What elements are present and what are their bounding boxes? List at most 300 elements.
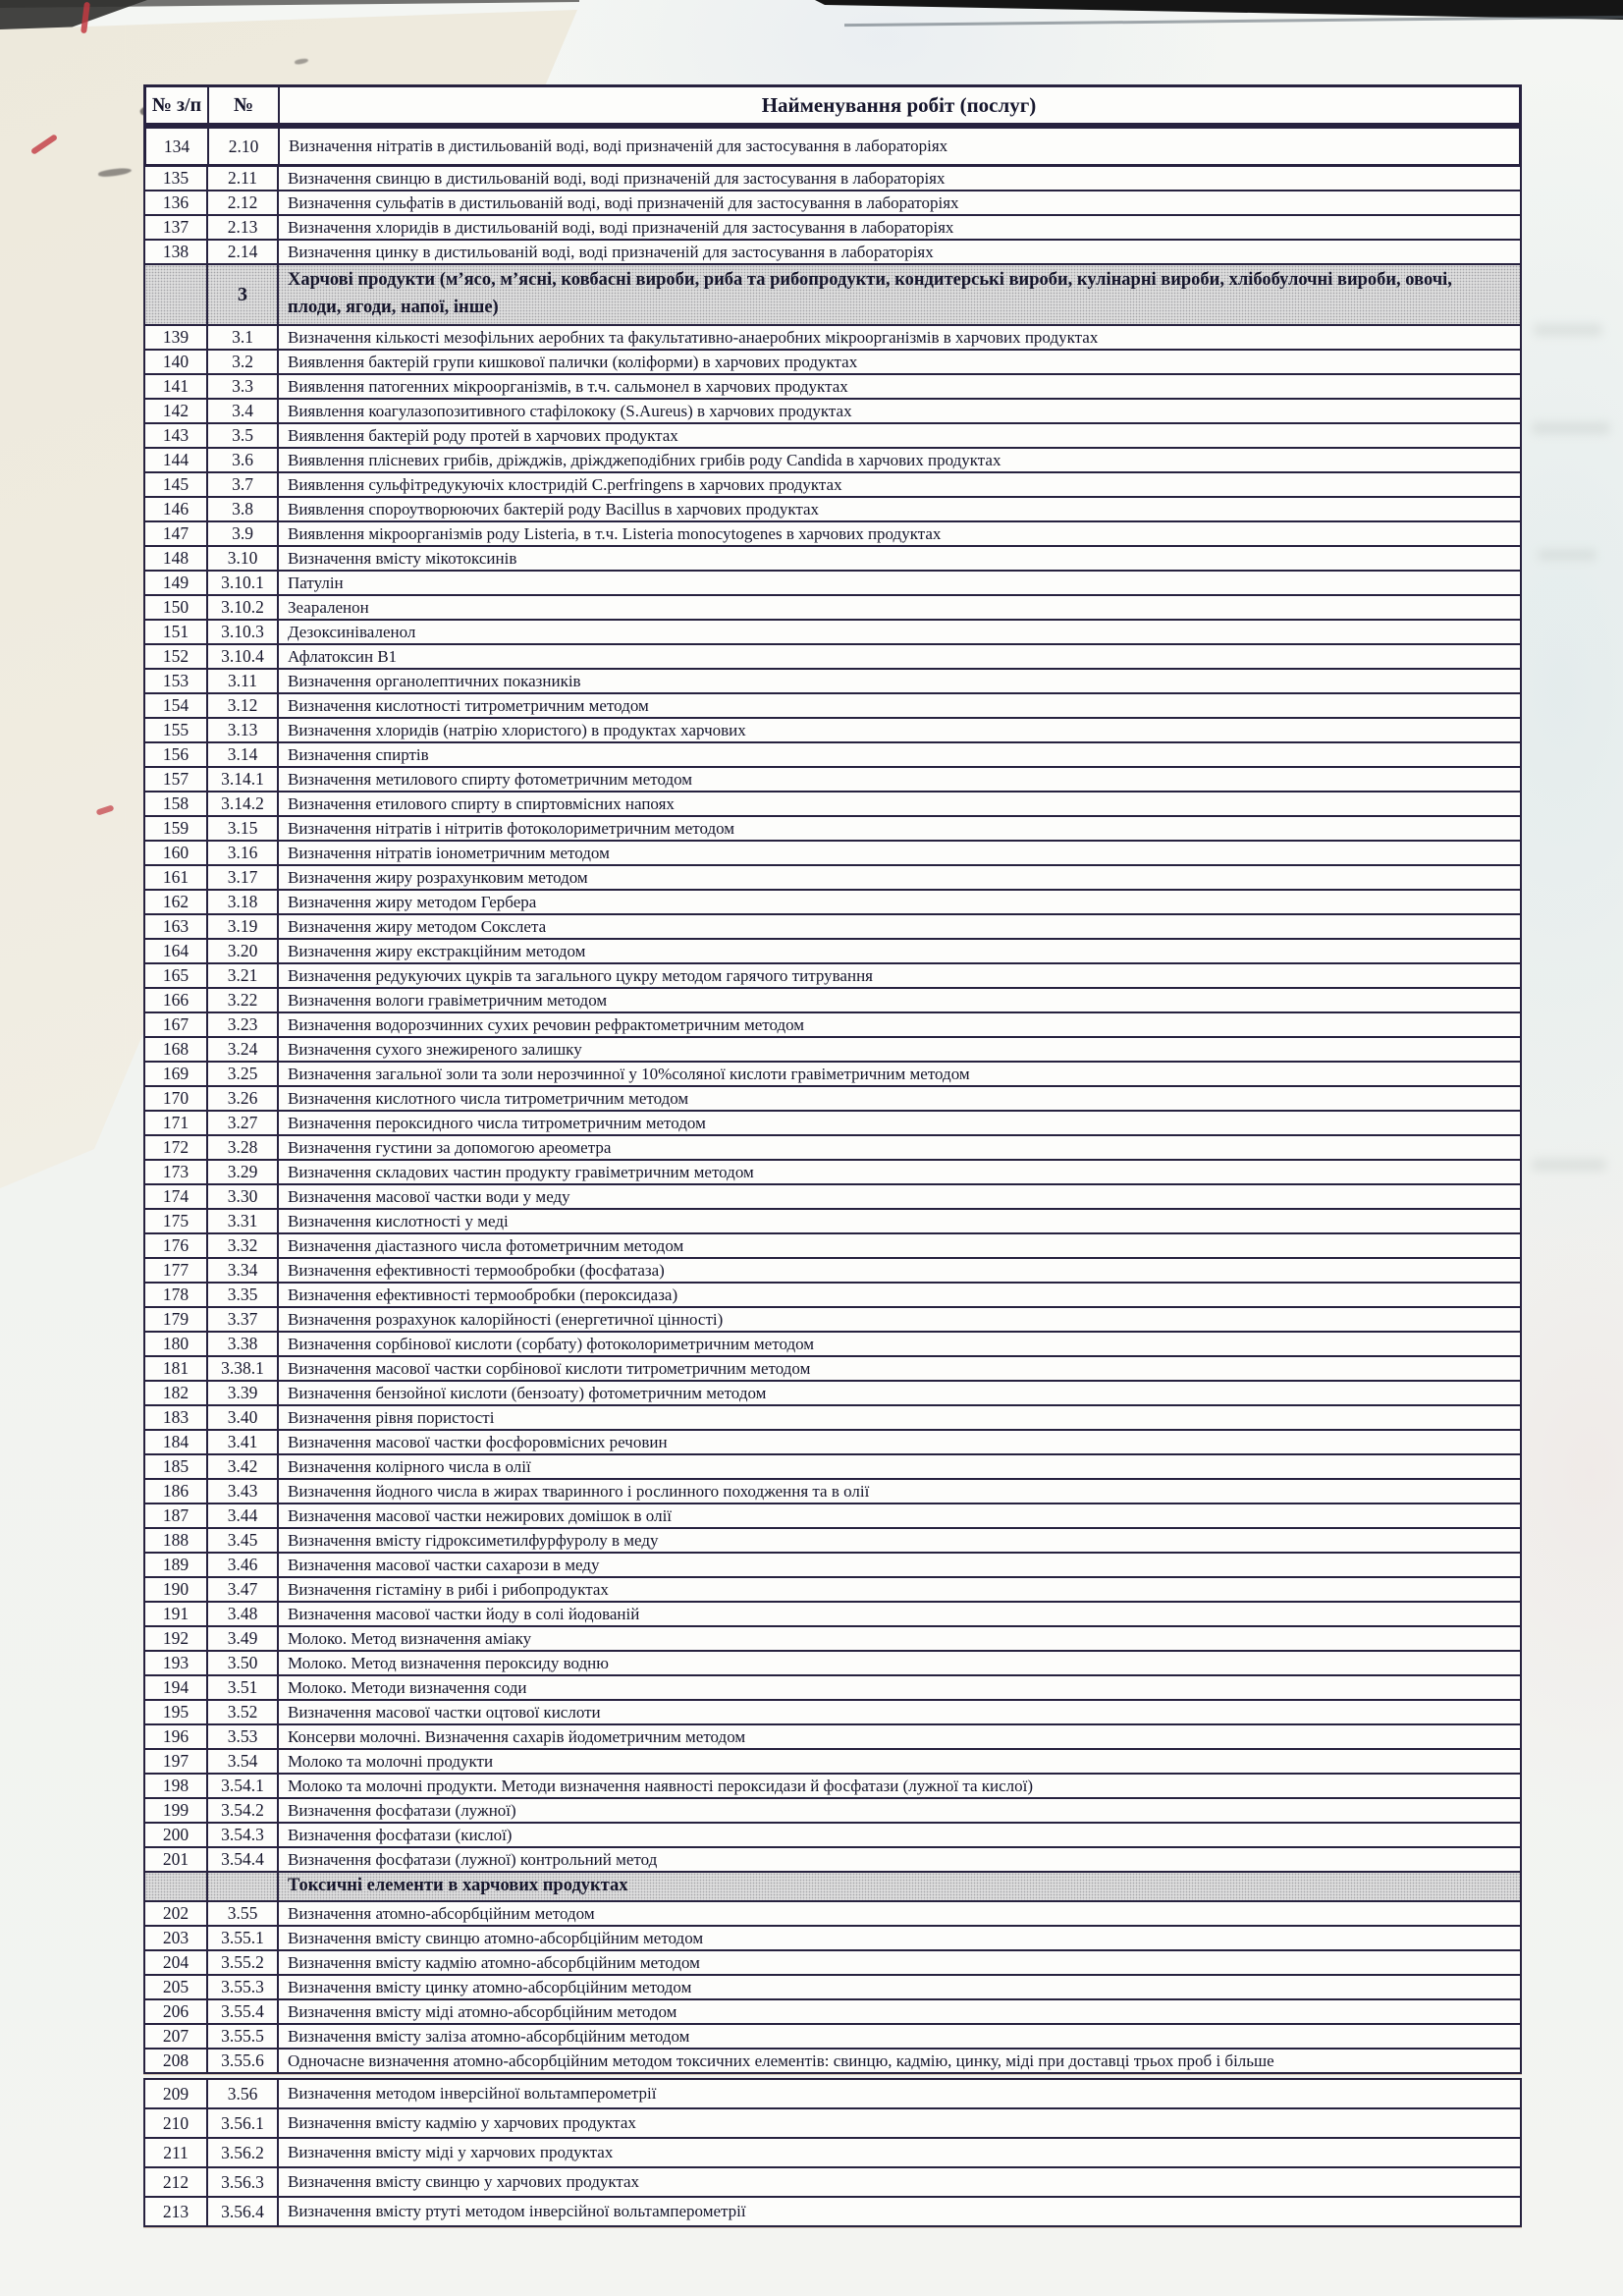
table-row: [143, 1183, 1522, 1210]
row-text: Молоко. Метод визначення аміаку: [288, 1628, 532, 1648]
row-text: Визначення пероксидного числа титрометричним методом: [288, 1113, 706, 1132]
table-row: [143, 1306, 1522, 1333]
row-code: 3.14.1: [208, 768, 279, 791]
row-number: 195: [145, 1701, 208, 1723]
table-row: [143, 1282, 1522, 1308]
row-code: 3.10.3: [208, 621, 279, 643]
row-code: 3.50: [208, 1652, 279, 1674]
row-text: Визначення масової частки оцтової кислоти: [288, 1702, 601, 1722]
row-code: 3.6: [208, 449, 279, 471]
row-text: Визначення хлоридів в дистильованій воді, воді призначеній для застосування в лабораторіях: [288, 217, 954, 237]
row-text: Визначення кількості мезофільних аеробних та факультативно-анаеробних мікроорганізмів в харчових продуктах: [288, 327, 1099, 347]
row-number: 164: [145, 940, 208, 962]
row-code: 3.12: [208, 694, 279, 717]
section-header-row: [143, 263, 1522, 326]
row-code: 3.55.1: [208, 1927, 279, 1949]
row-number: 167: [145, 1013, 208, 1036]
table-row: [143, 1900, 1522, 1927]
row-text: Визначення вмісту ртуті методом інверсійної вольтамперометрії: [288, 2202, 746, 2220]
row-text: Консерви молочні. Визначення сахарів йодометричним методом: [288, 1726, 746, 1746]
row-code: 3.52: [208, 1701, 279, 1723]
table-row: [143, 190, 1522, 216]
row-text: Визначення цинку в дистильованій воді, воді призначеній для застосування в лабораторіях: [288, 242, 934, 261]
row-code: 3.20: [208, 940, 279, 962]
row-text: Визначення нітратів в дистильованій воді, воді призначеній для застосування в лабораторіях: [289, 137, 948, 155]
table-row: [143, 594, 1522, 621]
row-code: 3.54.2: [208, 1799, 279, 1822]
row-number: [145, 265, 208, 324]
row-number: 182: [145, 1382, 208, 1404]
row-number: 186: [145, 1480, 208, 1503]
row-number: 158: [145, 793, 208, 815]
table-body: [143, 126, 1522, 2227]
row-code: 3.7: [208, 473, 279, 496]
row-code: 3.47: [208, 1578, 279, 1601]
table-row: [143, 1797, 1522, 1824]
table-row: [143, 692, 1522, 719]
row-code: 3.55.4: [208, 2000, 279, 2023]
row-text: Афлатоксин В1: [288, 646, 398, 666]
row-text: Визначення фосфатази (лужної): [288, 1800, 516, 1820]
table-row: [143, 1110, 1522, 1136]
row-code: [208, 1873, 279, 1900]
row-text: Харчові продукти (м’ясо, м’ясні, ковбасні вироби, риба та рибопродукти, кондитерські вироби, кулінарні вироби, хлібобулочні вироби, овочі, плоди, ягоди, напої, інше): [288, 270, 1452, 317]
row-code: 3.27: [208, 1112, 279, 1134]
table-row: [143, 766, 1522, 793]
row-text: Визначення вмісту свинцю атомно-абсорбційним методом: [288, 1928, 704, 1947]
row-number: 149: [145, 572, 208, 594]
table-row: [143, 1601, 1522, 1627]
row-number: 137: [145, 216, 208, 239]
row-text: Визначення рівня пористості: [288, 1407, 495, 1427]
row-number: 212: [145, 2168, 208, 2196]
row-text: Виявлення спороутворюючих бактерій роду Bacillus в харчових продуктах: [288, 499, 820, 519]
table-row: [143, 2137, 1522, 2168]
table-row: [143, 938, 1522, 964]
table-row: [143, 2196, 1522, 2227]
table-row: [143, 422, 1522, 449]
row-text: Визначення вмісту міді атомно-абсорбційним методом: [288, 2001, 677, 2021]
row-text: Визначення сухого знежиреного залишку: [288, 1039, 582, 1059]
row-text: Визначення масової частки йоду в солі йодованій: [288, 1604, 640, 1623]
row-number: 168: [145, 1038, 208, 1061]
row-number: 166: [145, 989, 208, 1011]
row-text: Виявлення патогенних мікроорганізмів, в т.ч. сальмонел в харчових продуктах: [288, 376, 848, 396]
table-row: [143, 668, 1522, 694]
row-code: 3.23: [208, 1013, 279, 1036]
row-text: Виявлення плісневих грибів, дріжджів, дріжджеподібних грибів роду Candida в харчових продуктах: [288, 450, 1001, 469]
row-text: Виявлення бактерій групи кишкової палички (коліформи) в харчових продуктах: [288, 352, 858, 371]
row-code: 3.5: [208, 424, 279, 447]
table-row: [143, 2166, 1522, 2198]
row-code: 3.48: [208, 1603, 279, 1625]
table-header-row: [143, 84, 1522, 126]
table-row: [143, 1625, 1522, 1652]
table-row: [143, 840, 1522, 866]
table-row: [143, 1925, 1522, 1951]
row-code: 3.55: [208, 1902, 279, 1925]
row-text: Визначення нітратів іонометричним методом: [288, 843, 610, 862]
row-text: Зеараленон: [288, 597, 369, 617]
row-code: 3.3: [208, 375, 279, 398]
row-text: Визначення фосфатази (лужної) контрольний метод: [288, 1849, 658, 1869]
table-row: [143, 717, 1522, 743]
row-text: Визначення редукуючих цукрів та загального цукру методом гарячого титрування: [288, 965, 873, 985]
table-row: [143, 447, 1522, 473]
row-text: Визначення гістаміну в рибі і рибопродуктах: [288, 1579, 609, 1599]
row-text: Визначення вмісту гідроксиметилфурфуролу в меду: [288, 1530, 659, 1550]
row-code: 3.45: [208, 1529, 279, 1552]
row-code: 3.35: [208, 1284, 279, 1306]
row-number: 198: [145, 1775, 208, 1797]
row-number: 163: [145, 915, 208, 938]
row-code: 3.17: [208, 866, 279, 889]
row-code: 3.10: [208, 547, 279, 570]
table-row: [143, 987, 1522, 1013]
table-row: [143, 1355, 1522, 1382]
table-row: [143, 1011, 1522, 1038]
row-text: Визначення загальної золи та золи нерозчинної у 10%соляної кислоти гравіметричним методом: [288, 1064, 970, 1083]
row-code: 3.19: [208, 915, 279, 938]
row-text: Визначення кислотного числа титрометричним методом: [288, 1088, 689, 1108]
row-text: Виявлення сульфітредукуючіх клостридій C.perfringens в харчових продуктах: [288, 474, 842, 494]
row-text: Молоко. Методи визначення соди: [288, 1677, 527, 1697]
row-text: Визначення спиртів: [288, 744, 429, 764]
row-number: 210: [145, 2109, 208, 2137]
row-text: Виявлення бактерій роду протей в харчових продуктах: [288, 425, 678, 445]
row-number: 175: [145, 1210, 208, 1232]
row-text: Молоко та молочні продукти. Методи визначення наявності пероксидази й фосфатази (лужної та кислої): [288, 1776, 1034, 1795]
row-text: Токсичні елементи в харчових продуктах: [288, 1876, 628, 1896]
table-row: [143, 1650, 1522, 1676]
row-text: Визначення вмісту мікотоксинів: [288, 548, 517, 568]
table-row: [143, 214, 1522, 241]
row-text: Визначення хлоридів (натрію хлористого) в продуктах харчових: [288, 720, 746, 739]
row-number: 148: [145, 547, 208, 570]
row-code: 3.56: [208, 2080, 279, 2107]
row-code: 3.28: [208, 1136, 279, 1159]
table-row: [143, 889, 1522, 915]
table-row: [143, 1257, 1522, 1284]
table-row: [143, 1822, 1522, 1848]
table-row: [143, 496, 1522, 522]
row-code: 2.12: [208, 191, 279, 214]
row-text: Патулін: [288, 573, 344, 592]
row-number: 165: [145, 964, 208, 987]
row-number: 178: [145, 1284, 208, 1306]
row-code: 3.29: [208, 1161, 279, 1183]
row-code: 3.9: [208, 522, 279, 545]
row-code: 3.55.2: [208, 1951, 279, 1974]
table-row: [143, 1846, 1522, 1873]
row-number: 200: [145, 1824, 208, 1846]
row-code: 2.13: [208, 216, 279, 239]
row-number: 150: [145, 596, 208, 619]
row-code: 3.56.1: [208, 2109, 279, 2137]
row-text: Визначення вологи гравіметричним методом: [288, 990, 608, 1010]
row-code: 3.15: [208, 817, 279, 840]
table-row: [143, 815, 1522, 842]
row-number: 144: [145, 449, 208, 471]
table-row: [143, 1974, 1522, 2000]
table-row: [143, 1949, 1522, 1976]
table-row: [143, 1380, 1522, 1406]
row-code: 3.41: [208, 1431, 279, 1453]
table-row: [143, 864, 1522, 891]
row-code: 3.14: [208, 743, 279, 766]
row-text: Визначення діастазного числа фотометричним методом: [288, 1235, 684, 1255]
row-text: Визначення густини за допомогою ареометра: [288, 1137, 612, 1157]
row-number: 181: [145, 1357, 208, 1380]
row-code: 3.21: [208, 964, 279, 987]
row-number: 134: [146, 129, 209, 164]
row-number: 155: [145, 719, 208, 741]
row-code: 3: [208, 265, 279, 324]
row-number: 197: [145, 1750, 208, 1773]
row-text: Визначення масової частки фосфоровмісних речовин: [288, 1432, 668, 1451]
row-number: 201: [145, 1848, 208, 1871]
row-text: Визначення вмісту цинку атомно-абсорбційним методом: [288, 1977, 692, 1996]
row-number: 213: [145, 2198, 208, 2225]
row-code: 3.34: [208, 1259, 279, 1282]
row-number: 169: [145, 1063, 208, 1085]
row-text: Визначення масової частки нежирових домішок в олії: [288, 1505, 673, 1525]
table-row: [143, 643, 1522, 670]
row-code: 3.32: [208, 1234, 279, 1257]
row-text: Визначення ефективності термообробки (фосфатаза): [288, 1260, 665, 1280]
table-row: [143, 324, 1522, 351]
row-code: 3.46: [208, 1554, 279, 1576]
row-number: 154: [145, 694, 208, 717]
row-text: Визначення вмісту кадмію у харчових продуктах: [288, 2113, 636, 2132]
row-code: 3.39: [208, 1382, 279, 1404]
scanner-edge-line: [844, 16, 1623, 27]
row-code: 3.53: [208, 1725, 279, 1748]
row-number: 170: [145, 1087, 208, 1110]
row-number: 211: [145, 2139, 208, 2166]
table-row: [143, 1723, 1522, 1750]
row-number: 179: [145, 1308, 208, 1331]
table-row: [143, 520, 1522, 547]
row-text: Виявлення коагулазопозитивного стафілококу (S.Aureus) в харчових продуктах: [288, 401, 852, 420]
row-code: 3.31: [208, 1210, 279, 1232]
row-code: 3.54: [208, 1750, 279, 1773]
row-code: 3.54.3: [208, 1824, 279, 1846]
row-code: 3.2: [208, 351, 279, 373]
services-table: [143, 84, 1522, 2227]
row-text: Молоко та молочні продукти: [288, 1751, 494, 1771]
table-row: [143, 1674, 1522, 1701]
row-text: Визначення сорбінової кислоти (сорбату) фотоколориметричним методом: [288, 1334, 815, 1353]
row-text: Одночасне визначення атомно-абсорбційним методом токсичних елементів: свинцю, кадмію, цинку, міді при доставці трьох проб і більше: [288, 2050, 1274, 2070]
row-number: 135: [145, 167, 208, 190]
row-code: 3.24: [208, 1038, 279, 1061]
table-row: [143, 1232, 1522, 1259]
row-number: 190: [145, 1578, 208, 1601]
row-text: Визначення фосфатази (кислої): [288, 1825, 513, 1844]
row-number: 191: [145, 1603, 208, 1625]
row-code: 3.4: [208, 400, 279, 422]
table-row: [143, 1134, 1522, 1161]
row-number: 139: [145, 326, 208, 349]
row-code: 3.43: [208, 1480, 279, 1503]
row-text: Визначення йодного числа в жирах тваринного і рослинного походження та в олії: [288, 1481, 870, 1501]
row-text: Визначення ефективності термообробки (пероксидаза): [288, 1285, 678, 1304]
row-number: 174: [145, 1185, 208, 1208]
row-code: 3.38.1: [208, 1357, 279, 1380]
row-text: Визначення жиру розрахунковим методом: [288, 867, 588, 887]
row-text: Визначення вмісту свинцю у харчових продуктах: [288, 2172, 640, 2191]
row-code: 3.10.1: [208, 572, 279, 594]
row-number: 183: [145, 1406, 208, 1429]
row-text: Визначення свинцю в дистильованій воді, воді призначеній для застосування в лабораторіях: [288, 168, 946, 188]
row-number: 207: [145, 2025, 208, 2048]
row-text: Визначення кислотності у меді: [288, 1211, 509, 1230]
row-number: 159: [145, 817, 208, 840]
row-code: 3.16: [208, 842, 279, 864]
row-number: 208: [145, 2050, 208, 2072]
row-number: 196: [145, 1725, 208, 1748]
row-code: 2.11: [208, 167, 279, 190]
table-row: [143, 1085, 1522, 1112]
table-row: [143, 1404, 1522, 1431]
table-row: [143, 1478, 1522, 1504]
header-num-order: № з/п: [146, 87, 209, 123]
row-number: 185: [145, 1455, 208, 1478]
row-text: Визначення бензойної кислоти (бензоату) фотометричним методом: [288, 1383, 767, 1402]
row-number: 202: [145, 1902, 208, 1925]
row-code: 3.38: [208, 1333, 279, 1355]
table-row: [143, 1036, 1522, 1063]
row-number: 147: [145, 522, 208, 545]
row-code: 3.42: [208, 1455, 279, 1478]
bleed-through-ghost: [1532, 422, 1610, 434]
row-code: 3.14.2: [208, 793, 279, 815]
table-row: [143, 913, 1522, 940]
header-num: №: [209, 87, 280, 123]
row-number: 152: [145, 645, 208, 668]
table-row: [143, 545, 1522, 572]
row-text: Визначення вмісту міді у харчових продуктах: [288, 2143, 614, 2161]
row-code: 3.44: [208, 1504, 279, 1527]
table-row: [143, 126, 1522, 167]
row-number: 162: [145, 891, 208, 913]
row-text: Визначення методом інверсійної вольтамперометрії: [288, 2084, 657, 2103]
row-code: 3.1: [208, 326, 279, 349]
table-row: [143, 1331, 1522, 1357]
row-code: 3.30: [208, 1185, 279, 1208]
row-text: Визначення метилового спирту фотометричним методом: [288, 769, 693, 789]
bleed-through-ghost: [1538, 550, 1596, 560]
row-text: Визначення органолептичних показників: [288, 671, 581, 690]
row-number: 145: [145, 473, 208, 496]
row-number: 192: [145, 1627, 208, 1650]
table-row: [143, 1503, 1522, 1529]
row-text: Визначення колірного числа в олії: [288, 1456, 531, 1476]
table-row: [143, 239, 1522, 265]
table-row: [143, 1576, 1522, 1603]
row-number: 203: [145, 1927, 208, 1949]
row-number: 204: [145, 1951, 208, 1974]
row-text: Визначення вмісту заліза атомно-абсорбційним методом: [288, 2026, 690, 2046]
row-code: 3.40: [208, 1406, 279, 1429]
row-code: 3.54.1: [208, 1775, 279, 1797]
row-code: 3.56.4: [208, 2198, 279, 2225]
table-row: [143, 791, 1522, 817]
row-code: 3.10.2: [208, 596, 279, 619]
table-row: [143, 1061, 1522, 1087]
row-text: Визначення складових частин продукту гравіметричним методом: [288, 1162, 754, 1181]
row-number: 206: [145, 2000, 208, 2023]
row-text: Визначення нітратів і нітритів фотоколориметричним методом: [288, 818, 735, 838]
table-row: [143, 349, 1522, 375]
row-text: Визначення жиру методом Сокслета: [288, 916, 547, 936]
row-code: 3.56.3: [208, 2168, 279, 2196]
row-text: Визначення водорозчинних сухих речовин рефрактометричним методом: [288, 1014, 805, 1034]
row-number: 189: [145, 1554, 208, 1576]
row-text: Визначення масової частки сахарози в меду: [288, 1555, 600, 1574]
row-text: Визначення жиру методом Гербера: [288, 892, 537, 911]
row-number: 199: [145, 1799, 208, 1822]
row-text: Визначення атомно-абсорбційним методом: [288, 1903, 595, 1923]
row-text: Визначення масової частки води у меду: [288, 1186, 570, 1206]
row-number: 172: [145, 1136, 208, 1159]
row-code: 3.25: [208, 1063, 279, 1085]
table-row: [143, 1699, 1522, 1725]
table-row: [143, 1773, 1522, 1799]
row-code: 3.18: [208, 891, 279, 913]
table-row: [143, 570, 1522, 596]
row-number: 142: [145, 400, 208, 422]
table-row: [143, 1208, 1522, 1234]
row-number: 205: [145, 1976, 208, 1998]
row-number: 176: [145, 1234, 208, 1257]
table-row: [143, 962, 1522, 989]
row-code: 3.49: [208, 1627, 279, 1650]
row-number: 153: [145, 670, 208, 692]
row-number: 143: [145, 424, 208, 447]
table-row: [143, 741, 1522, 768]
row-text: Визначення кислотності титрометричним методом: [288, 695, 649, 715]
row-number: 171: [145, 1112, 208, 1134]
row-code: 3.51: [208, 1676, 279, 1699]
row-code: 3.26: [208, 1087, 279, 1110]
row-text: Молоко. Метод визначення пероксиду водню: [288, 1653, 609, 1672]
row-code: 3.37: [208, 1308, 279, 1331]
row-text: Виявлення мікроорганізмів роду Listeria, в т.ч. Listeria monocytogenes в харчових продуктах: [288, 523, 942, 543]
row-text: Визначення вмісту кадмію атомно-абсорбційним методом: [288, 1952, 700, 1972]
table-row: [143, 619, 1522, 645]
row-code: 2.14: [208, 241, 279, 263]
row-number: 161: [145, 866, 208, 889]
table-row: [143, 2048, 1522, 2074]
section-header-row: [143, 1871, 1522, 1902]
row-number: 138: [145, 241, 208, 263]
row-code: 3.56.2: [208, 2139, 279, 2166]
row-number: [145, 1873, 208, 1900]
row-code: 3.13: [208, 719, 279, 741]
row-number: 146: [145, 498, 208, 520]
row-number: 184: [145, 1431, 208, 1453]
row-number: 151: [145, 621, 208, 643]
header-name: Найменування робіт (послуг): [761, 92, 1037, 117]
row-text: Дезоксиніваленол: [288, 622, 416, 641]
table-row: [143, 1429, 1522, 1455]
table-row: [143, 1453, 1522, 1480]
row-number: 180: [145, 1333, 208, 1355]
row-code: 3.22: [208, 989, 279, 1011]
row-number: 140: [145, 351, 208, 373]
